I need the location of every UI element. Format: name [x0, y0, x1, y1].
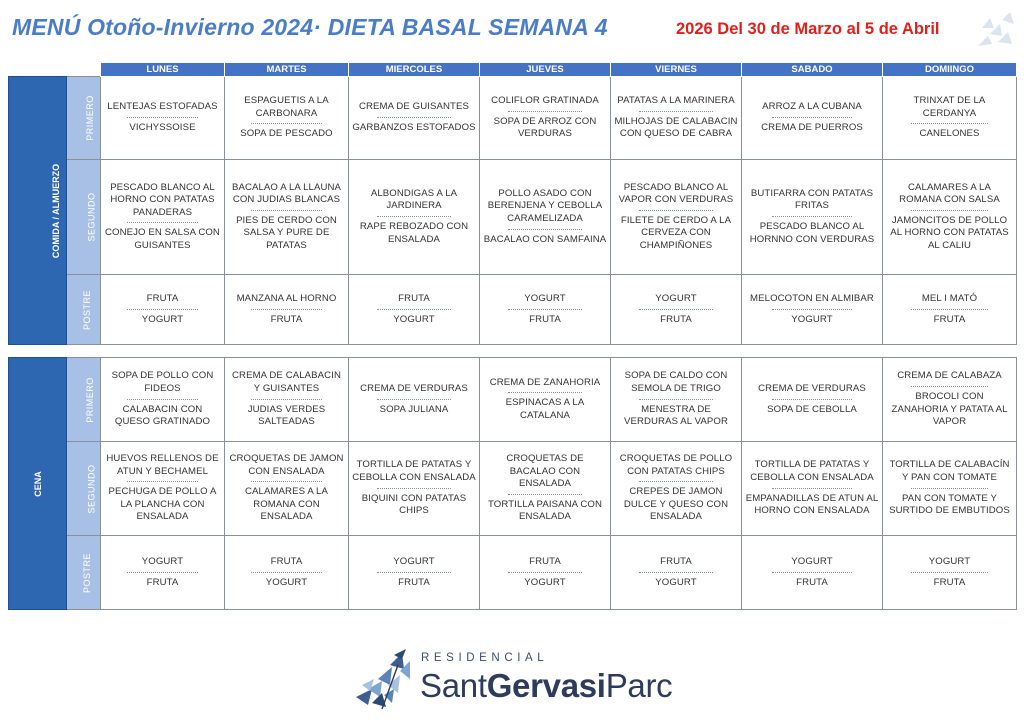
logo-wordmark: SantGervasiParc: [420, 667, 673, 704]
dinner-postre-viernes: FRUTA YOGURT: [611, 536, 742, 610]
course-postre: POSTRE: [67, 536, 101, 610]
lunch-postre-martes: MANZANA AL HORNO FRUTA: [225, 275, 349, 345]
course-primero: PRIMERO: [67, 77, 101, 160]
day-header-lunes: LUNES: [101, 63, 225, 77]
lunch-segundo-miercoles: ALBONDIGAS A LA JARDINERA RAPE REBOZADO CON ENSALADA: [349, 160, 480, 275]
lunch-primero-sabado: ARROZ A LA CUBANA CREMA DE PUERROS: [742, 77, 883, 160]
residence-logo: [348, 645, 693, 717]
dinner-segundo-viernes: CROQUETAS DE POLLO CON PATATAS CHIPS CREPES DE JAMON DULCE Y QUESO CON ENSALADA: [611, 442, 742, 536]
dinner-primero-domingo: CREMA DE CALABAZA BROCOLI CON ZANAHORIA Y PATATA AL VAPOR: [883, 358, 1017, 442]
day-header-sabado: SABADO: [742, 63, 883, 77]
lunch-primero-viernes: PATATAS A LA MARINERA MILHOJAS DE CALABACIN CON QUESO DE CABRA: [611, 77, 742, 160]
lunch-postre-jueves: YOGURT FRUTA: [480, 275, 611, 345]
lunch-primero-lunes: LENTEJAS ESTOFADAS VICHYSSOISE: [101, 77, 225, 160]
course-segundo: SEGUNDO: [67, 442, 101, 536]
lunch-segundo-domingo: CALAMARES A LA ROMANA CON SALSA JAMONCITOS DE POLLO AL HORNO CON PATATAS AL CALIU: [883, 160, 1017, 275]
course-primero: PRIMERO: [67, 358, 101, 442]
dinner-segundo-jueves: CROQUETAS DE BACALAO CON ENSALADA TORTILLA PAISANA CON ENSALADA: [480, 442, 611, 536]
date-range: 2026 Del 30 de Marzo al 5 de Abril: [676, 20, 940, 38]
dinner-primero-martes: CREMA DE CALABACIN Y GUISANTES JUDIAS VERDES SALTEADAS: [225, 358, 349, 442]
lunch-label: COMIDA / ALMUERZO: [9, 77, 67, 345]
day-header-martes: MARTES: [225, 63, 349, 77]
lunch-segundo-jueves: POLLO ASADO CON BERENJENA Y CEBOLLA CARAMELIZADA BACALAO CON SAMFAINA: [480, 160, 611, 275]
lunch-postre-sabado: MELOCOTON EN ALMIBAR YOGURT: [742, 275, 883, 345]
header-spacer: [9, 63, 67, 77]
lunch-segundo-lunes: PESCADO BLANCO AL HORNO CON PATATAS PANADERAS CONEJO EN SALSA CON GUISANTES: [101, 160, 225, 275]
dinner-primero-sabado: CREMA DE VERDURAS SOPA DE CEBOLLA: [742, 358, 883, 442]
course-segundo: SEGUNDO: [67, 160, 101, 275]
dinner-primero-jueves: CREMA DE ZANAHORIA ESPINACAS A LA CATALANA: [480, 358, 611, 442]
dinner-label: CENA: [9, 358, 67, 610]
lunch-postre-miercoles: FRUTA YOGURT: [349, 275, 480, 345]
lunch-postre-domingo: MEL I MATÓ FRUTA: [883, 275, 1017, 345]
lunch-segundo-martes: BACALAO A LA LLAUNA CON JUDIAS BLANCAS PIES DE CERDO CON SALSA Y PURE DE PATATAS: [225, 160, 349, 275]
lunch-segundo-sabado: BUTIFARRA CON PATATAS FRITAS PESCADO BLANCO AL HORNNO CON VERDURAS: [742, 160, 883, 275]
lunch-table: [8, 62, 1017, 345]
dinner-postre-miercoles: YOGURT FRUTA: [349, 536, 480, 610]
dinner-segundo-miercoles: TORTILLA DE PATATAS Y CEBOLLA CON ENSALADA BIQUINI CON PATATAS CHIPS: [349, 442, 480, 536]
logo-watermark-icon: [968, 6, 1018, 56]
day-header-miercoles: MIERCOLES: [349, 63, 480, 77]
title-bar: [0, 0, 1024, 58]
dinner-postre-jueves: FRUTA YOGURT: [480, 536, 611, 610]
dinner-primero-lunes: SOPA DE POLLO CON FIDEOS CALABACIN CON QUESO GRATINADO: [101, 358, 225, 442]
lunch-postre-lunes: FRUTA YOGURT: [101, 275, 225, 345]
dinner-segundo-domingo: TORTILLA DE CALABACÍN Y PAN CON TOMATE PAN CON TOMATE Y SURTIDO DE EMBUTIDOS: [883, 442, 1017, 536]
dinner-postre-sabado: YOGURT FRUTA: [742, 536, 883, 610]
header-spacer: [67, 63, 101, 77]
course-postre: POSTRE: [67, 275, 101, 345]
lunch-primero-miercoles: CREMA DE GUISANTES GARBANZOS ESTOFADOS: [349, 77, 480, 160]
lunch-primero-jueves: COLIFLOR GRATINADA SOPA DE ARROZ CON VERDURAS: [480, 77, 611, 160]
day-header-viernes: VIERNES: [611, 63, 742, 77]
dinner-postre-domingo: YOGURT FRUTA: [883, 536, 1017, 610]
logo-residencial: RESIDENCIAL: [421, 652, 549, 664]
dinner-table: [8, 357, 1017, 610]
dinner-segundo-lunes: HUEVOS RELLENOS DE ATUN Y BECHAMEL PECHUGA DE POLLO A LA PLANCHA CON ENSALADA: [101, 442, 225, 536]
dinner-postre-martes: FRUTA YOGURT: [225, 536, 349, 610]
dinner-segundo-martes: CROQUETAS DE JAMON CON ENSALADA CALAMARES A LA ROMANA CON ENSALADA: [225, 442, 349, 536]
lunch-primero-domingo: TRINXAT DE LA CERDANYA CANELONES: [883, 77, 1017, 160]
dinner-primero-viernes: SOPA DE CALDO CON SEMOLA DE TRIGO MENESTRA DE VERDURAS AL VAPOR: [611, 358, 742, 442]
lunch-postre-viernes: YOGURT FRUTA: [611, 275, 742, 345]
day-header-domingo: DOMIINGO: [883, 63, 1017, 77]
dinner-primero-miercoles: CREMA DE VERDURAS SOPA JULIANA: [349, 358, 480, 442]
dinner-postre-lunes: YOGURT FRUTA: [101, 536, 225, 610]
dinner-segundo-sabado: TORTILLA DE PATATAS Y CEBOLLA CON ENSALADA EMPANADILLAS DE ATUN AL HORNO CON ENSALADA: [742, 442, 883, 536]
butterfly-logo-icon: [348, 645, 418, 715]
lunch-primero-martes: ESPAGUETIS A LA CARBONARA SOPA DE PESCADO: [225, 77, 349, 160]
lunch-segundo-viernes: PESCADO BLANCO AL VAPOR CON VERDURAS FILETE DE CERDO A LA CERVEZA CON CHAMPIÑONES: [611, 160, 742, 275]
menu-title: MENÚ Otoño-Invierno 2024· DIETA BASAL SEMANA 4: [12, 14, 608, 40]
day-header-jueves: JUEVES: [480, 63, 611, 77]
